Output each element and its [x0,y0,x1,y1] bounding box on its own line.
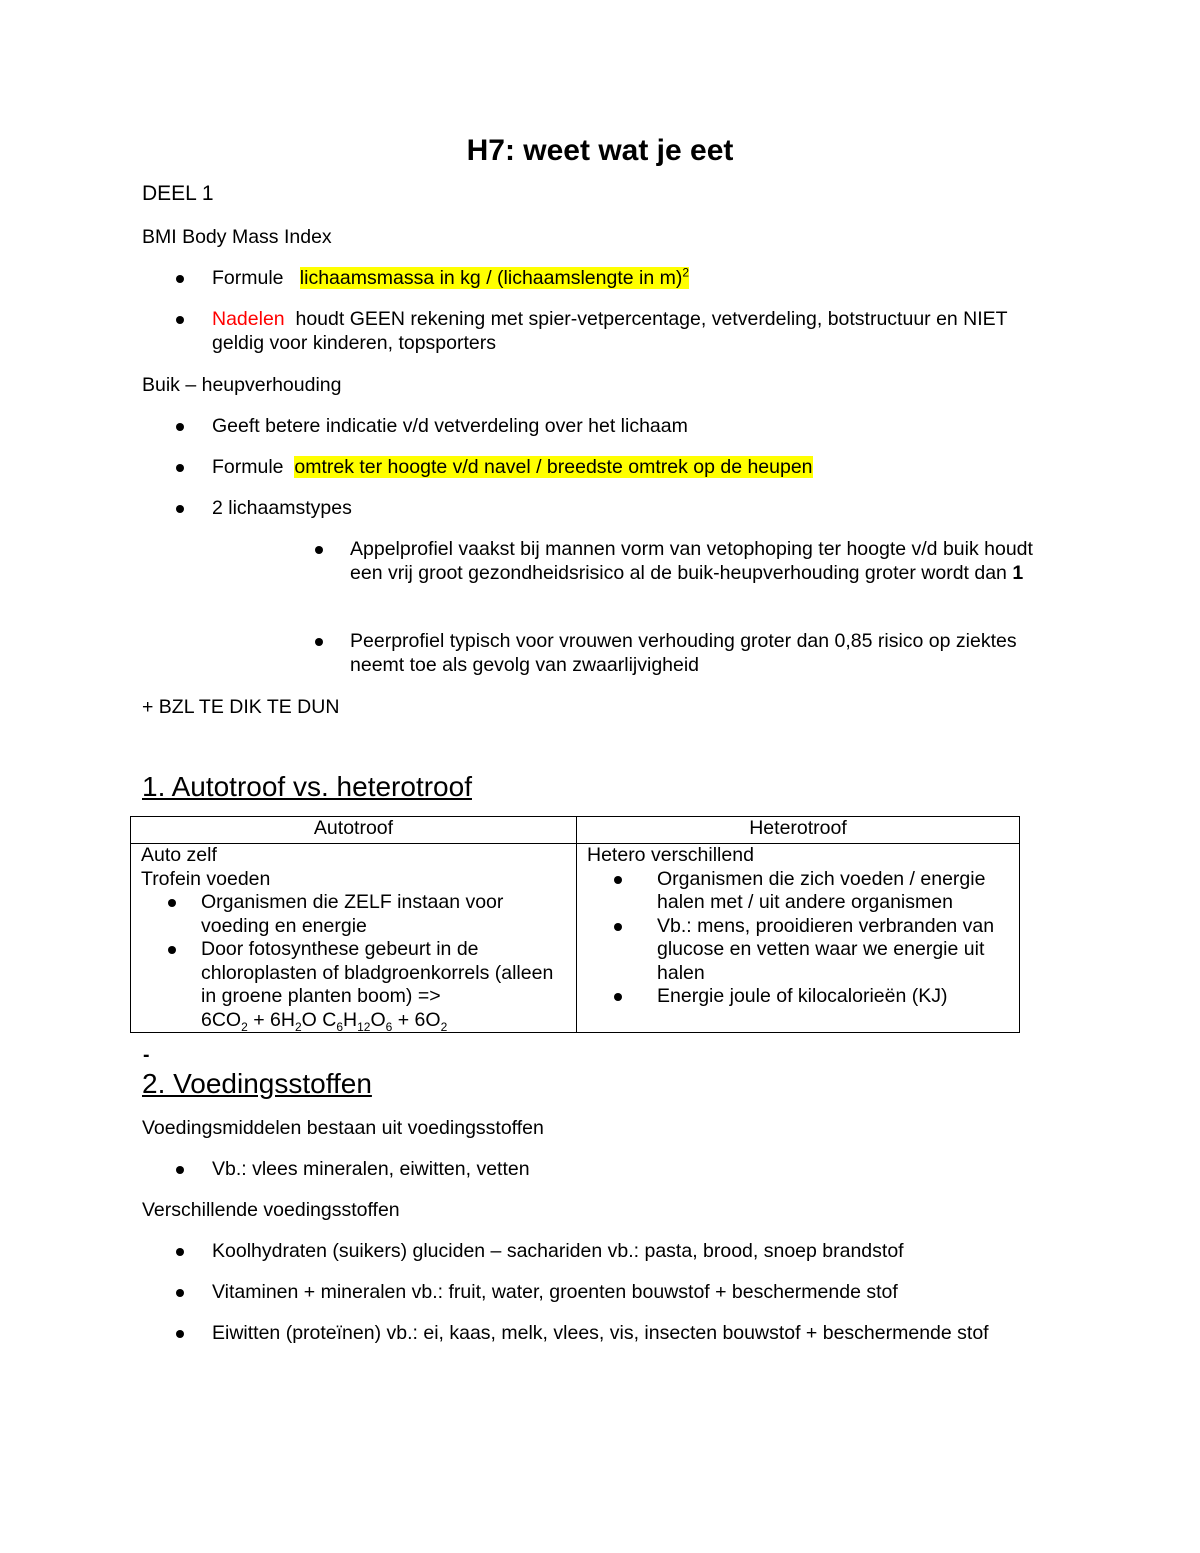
bullet-icon [176,505,184,513]
appel-bold: 1 [1012,562,1024,584]
formule-value: omtrek ter hoogte v/d navel / breedste omtrek op de heupen [294,456,813,478]
autotroof-cell [131,844,577,1033]
auto-item2-text: Door fotosynthese gebeurt in de chloroplasten of bladgroenkorrels (alleen in groene planten boom) => [201,938,554,1007]
bullet-icon [176,275,184,283]
list-item: Organismen die ZELF instaan voor voeding en energie [141,891,566,938]
section2-item1: Vb.: vlees mineralen, eiwitten, vetten [212,1158,530,1180]
dash-marker: - [143,1044,150,1066]
bullet-icon [176,1330,184,1338]
buik-item3: 2 lichaamstypes [212,497,352,519]
heterotroof-cell [577,844,1020,1033]
list-item: Energie joule of kilocalorieën (KJ) [587,985,1009,1009]
deel-label: DEEL 1 [142,182,214,205]
formule-highlight [300,267,689,289]
section2-subheading: Verschillende voedingsstoffen [142,1199,400,1221]
formule-value: lichaamsmassa in kg / (lichaamslengte in m) [299,267,683,289]
bzl-note: + BZL TE DIK TE DUN [142,696,340,718]
formule-label: Formule [212,456,284,478]
col-header-autotroof: Autotroof [131,817,577,844]
hetero-line1: Hetero verschillend [587,844,754,866]
col-header-heterotroof: Heterotroof [577,817,1020,844]
list-item [141,938,566,1032]
section2-item3: Vitaminen + mineralen vb.: fruit, water, groenten bouwstof + beschermende stof [212,1281,898,1303]
comparison-table [130,816,1020,1033]
buik-formule [212,455,813,479]
formule-label: Formule [212,267,284,289]
bmi-nadelen [212,307,1052,355]
peerprofiel: Peerprofiel typisch voor vrouwen verhouding groter dan 0,85 risico op ziektes neemt toe als gevolg van zwaarlijvigheid [350,630,1017,676]
section2-intro: Voedingsmiddelen bestaan uit voedingsstoffen [142,1117,544,1139]
formule-sup: 2 [682,265,690,280]
bullet-icon [176,423,184,431]
auto-list [141,891,566,1032]
bullet-icon [176,1166,184,1174]
buik-item1: Geeft betere indicatie v/d vetverdeling over het lichaam [212,415,688,437]
bullet-icon [176,316,184,324]
appel-text: Appelprofiel vaakst bij mannen vorm van vetophoping ter hoogte v/d buik houdt een vrij groot gezondheidsrisico al de buik-heupverhouding groter wordt dan [350,538,1033,584]
section1-heading: 1. Autotroof vs. heterotroof [142,771,472,802]
auto-line1: Auto zelf [141,844,217,866]
appelprofiel [350,537,1045,585]
photosynthesis-formula: $6CO_2 + 6H_2O$ $C_6H_{12}O_6 + 6O_2$ [201,1008,448,1034]
section2-heading: 2. Voedingsstoffen [142,1068,372,1099]
bullet-icon [315,638,323,646]
bullet-icon [176,464,184,472]
nadelen-label: Nadelen [212,308,285,330]
bullet-icon [176,1289,184,1297]
buik-heading: Buik – heupverhouding [142,374,342,396]
bullet-icon [315,546,323,554]
list-item: Vb.: mens, prooidieren verbranden van glucose en vetten waar we energie uit halen [587,915,1009,986]
section2-item2: Koolhydraten (suikers) gluciden – sachariden vb.: pasta, brood, snoep brandstof [212,1240,904,1262]
bmi-heading: BMI Body Mass Index [142,226,332,248]
page-title: H7: weet wat je eet [466,134,734,167]
bmi-formule [212,266,689,290]
list-item: Organismen die zich voeden / energie halen met / uit andere organismen [587,868,1009,915]
nadelen-text: houdt GEEN rekening met spier-vetpercentage, vetverdeling, botstructuur en NIET geldig voor kinderen, topsporters [212,308,1008,354]
auto-line2: Trofein voeden [141,867,271,890]
section2-item4: Eiwitten (proteïnen) vb.: ei, kaas, melk, vlees, vis, insecten bouwstof + beschermende stof [212,1322,989,1344]
bullet-icon [176,1248,184,1256]
hetero-list [587,868,1009,1009]
